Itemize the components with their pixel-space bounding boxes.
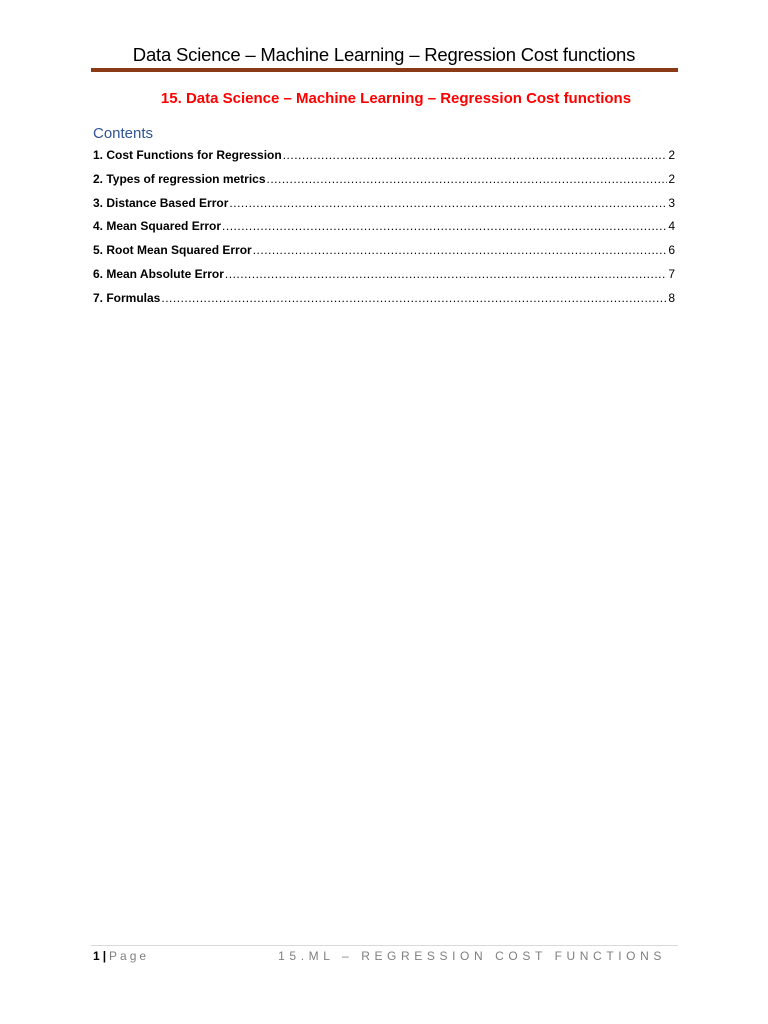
toc-entry-label: 7. Formulas [93, 290, 161, 305]
footer-rule [91, 945, 678, 946]
toc-dot-leader [229, 193, 667, 213]
page-separator: | [102, 949, 107, 963]
toc-entry-page: 4 [668, 219, 675, 234]
toc-entry[interactable] [93, 240, 675, 264]
toc-entry-page: 8 [668, 290, 675, 305]
page-word: Page [109, 949, 150, 963]
contents-heading: Contents [93, 125, 154, 142]
toc-entry[interactable] [93, 169, 675, 193]
toc-dot-leader [225, 264, 667, 284]
toc-entry-label: 6. Mean Absolute Error [93, 266, 224, 281]
toc-dot-leader [283, 145, 668, 165]
document-title: 15. Data Science – Machine Learning – Regression Cost functions [160, 90, 632, 107]
toc-entry[interactable] [93, 288, 675, 312]
toc-entry[interactable] [93, 145, 675, 169]
toc-entry-label: 2. Types of regression metrics [93, 171, 266, 186]
toc-entry-page: 2 [668, 171, 675, 186]
table-of-contents [93, 145, 675, 312]
footer-title: 15.ML – REGRESSION COST FUNCTIONS [278, 949, 666, 963]
toc-entry[interactable] [93, 264, 675, 288]
toc-entry-label: 4. Mean Squared Error [93, 219, 222, 234]
toc-dot-leader [161, 288, 667, 308]
toc-dot-leader [267, 169, 668, 189]
footer-page-number [93, 947, 149, 965]
toc-entry-page: 6 [668, 243, 675, 258]
toc-entry-label: 1. Cost Functions for Regression [93, 148, 282, 162]
toc-entry[interactable] [93, 216, 675, 240]
page-header-title: Data Science – Machine Learning – Regression Cost functions [132, 44, 636, 65]
header-rule [91, 68, 678, 72]
toc-entry-page: 3 [668, 195, 675, 210]
toc-entry-label: 5. Root Mean Squared Error [93, 243, 252, 258]
toc-entry-page: 7 [668, 266, 675, 281]
toc-dot-leader [222, 216, 667, 236]
toc-entry-label: 3. Distance Based Error [93, 195, 229, 210]
toc-entry[interactable] [93, 193, 675, 217]
page-number: 1 [93, 949, 100, 963]
toc-dot-leader [253, 240, 668, 260]
toc-entry-page: 2 [668, 148, 675, 162]
